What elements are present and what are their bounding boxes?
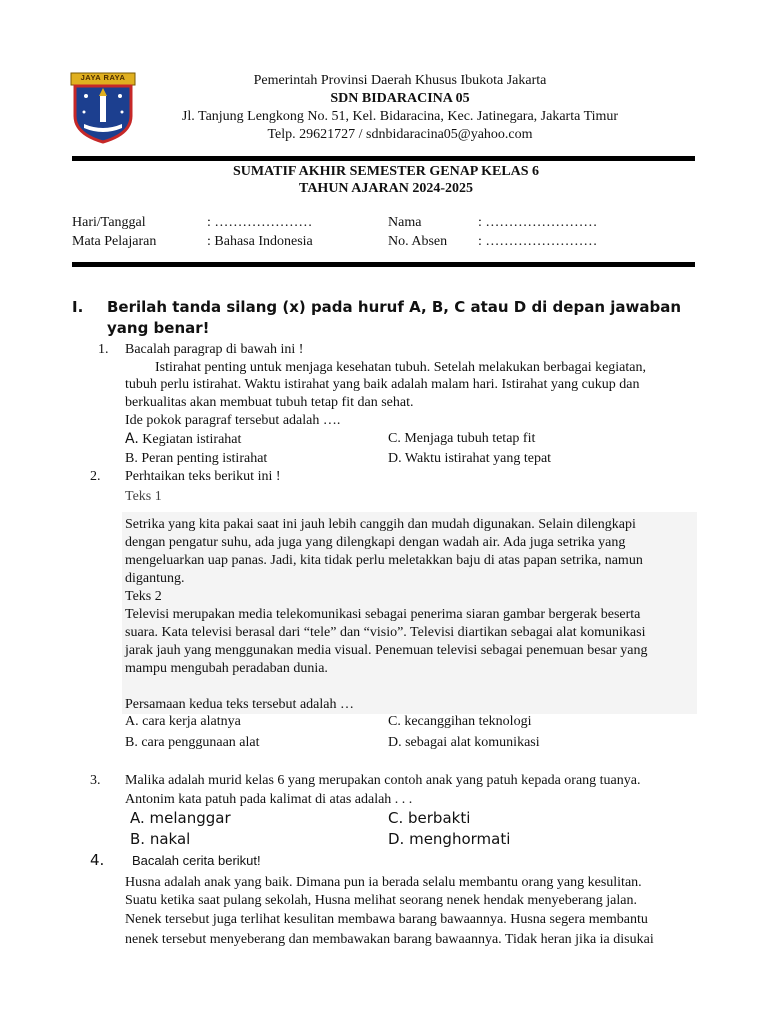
q2-teks2-line3: jarak jauh yang menggunakan media visual. Penemuan televisi sebagai penemuan besar yang	[125, 643, 648, 658]
q1-paragraph-line3: berkualitas akan membuat tubuh tetap fit dan sehat.	[125, 395, 414, 410]
q1-paragraph-line2: tubuh perlu istirahat. Waktu istirahat yang baik adalah malam hari. Istirahat yang cukup dan	[125, 377, 640, 392]
section-number: I.	[72, 298, 84, 316]
school-logo	[70, 72, 136, 144]
q1-question: Ide pokok paragraf tersebut adalah ….	[125, 413, 341, 428]
logo-text: JAYA RAYA	[80, 73, 126, 82]
q2-option-b: B. cara penggunaan alat	[125, 735, 260, 750]
q2-teks2-line1: Televisi merupakan media telekomunikasi sebagai penerima siaran gambar bergerak beserta	[125, 607, 641, 622]
section-instruction-line2: yang benar!	[107, 319, 210, 337]
q1-option-a-letter: A.	[125, 431, 139, 447]
identity-divider	[72, 262, 695, 267]
q1-number: 1.	[98, 342, 109, 357]
q3-option-c: C. berbakti	[388, 809, 471, 827]
q1-option-a	[125, 431, 241, 448]
q2-question: Persamaan kedua teks tersebut adalah …	[125, 697, 354, 712]
absen-value: : ……………………	[478, 234, 598, 249]
q2-teks2-line2: suara. Kata televisi berasal dari “tele” dan “visio”. Televisi diartikan sebagai alat komunikasi	[125, 625, 646, 640]
q1-paragraph-line1: Istirahat penting untuk menjaga kesehatan tubuh. Setelah melakukan berbagai kegiatan,	[155, 360, 646, 375]
q2-teks1-label: Teks 1	[125, 489, 162, 504]
q3-number: 3.	[90, 773, 101, 788]
header-school-name: SDN BIDARACINA 05	[330, 91, 470, 106]
exam-title-line2: TAHUN AJARAN 2024-2025	[299, 181, 473, 196]
q4-lead: Bacalah cerita berikut!	[132, 853, 261, 868]
q2-option-a: A. cara kerja alatnya	[125, 714, 241, 729]
header-government: Pemerintah Provinsi Daerah Khusus Ibukota Jakarta	[253, 73, 547, 88]
q2-teks1-line3: mengeluarkan uap panas. Jadi, kita tidak perlu meletakkan baju di atas papan setrika, namun	[125, 553, 643, 568]
header-contact: Telp. 29621727 / sdnbidaracina05@yahoo.com	[267, 127, 533, 142]
q4-line4: nenek tersebut menyeberang dan membawakan barang bawaannya. Tidak heran jika ia disukai	[125, 932, 654, 947]
q4-number: 4.	[90, 851, 105, 869]
q2-teks2-label: Teks 2	[125, 589, 162, 604]
q3-option-a: A. melanggar	[130, 809, 231, 827]
q4-line2: Suatu ketika saat pulang sekolah, Husna melihat seorang nenek hendak menyeberang jalan.	[125, 893, 637, 908]
q4-line3: Nenek tersebut juga terlihat kesulitan membawa barang bawaannya. Husna segera membantu	[125, 912, 648, 927]
q2-option-c: C. kecanggihan teknologi	[388, 714, 532, 729]
hari-value: : …………………	[207, 215, 313, 230]
header-divider	[72, 156, 695, 161]
q1-option-a-text: Kegiatan istirahat	[142, 432, 242, 447]
q2-teks1-line1: Setrika yang kita pakai saat ini jauh lebih canggih dan mudah digunakan. Selain dilengkapi	[125, 517, 636, 532]
mapel-value: : Bahasa Indonesia	[207, 234, 313, 249]
section-instruction-line1: Berilah tanda silang (x) pada huruf A, B, C atau D di depan jawaban	[107, 298, 681, 316]
mapel-label: Mata Pelajaran	[72, 234, 157, 249]
header-address: Jl. Tanjung Lengkong No. 51, Kel. Bidaracina, Kec. Jatinegara, Jakarta Timur	[181, 109, 619, 124]
q1-lead: Bacalah paragrap di bawah ini !	[125, 342, 304, 357]
q3-line2: Antonim kata patuh pada kalimat di atas adalah . . .	[125, 792, 413, 807]
q2-lead: Perhtaikan teks berikut ini !	[125, 469, 281, 484]
q4-line1: Husna adalah anak yang baik. Dimana pun ia berada selalu membantu orang yang kesulitan.	[125, 875, 642, 890]
q3-option-d: D. menghormati	[388, 830, 511, 848]
nama-value: : ……………………	[478, 215, 598, 230]
q2-option-d: D. sebagai alat komunikasi	[388, 735, 540, 750]
nama-label: Nama	[388, 215, 422, 230]
q3-option-b: B. nakal	[130, 830, 191, 848]
letterhead	[140, 72, 660, 144]
q1-option-b: B. Peran penting istirahat	[125, 451, 268, 466]
q2-number: 2.	[90, 469, 101, 484]
q2-teks2-line4: mampu mengubah peradaban dunia.	[125, 661, 328, 676]
q2-teks1-line2: dengan pengatur suhu, ada juga yang dilengkapi dengan wadah air. Ada juga setrika yang	[125, 535, 626, 550]
q3-line1: Malika adalah murid kelas 6 yang merupakan contoh anak yang patuh kepada orang tuanya.	[125, 773, 641, 788]
q1-option-c: C. Menjaga tubuh tetap fit	[388, 431, 536, 446]
exam-title-line1: SUMATIF AKHIR SEMESTER GENAP KELAS 6	[232, 164, 540, 179]
exam-title	[72, 163, 700, 197]
q1-option-d: D. Waktu istirahat yang tepat	[388, 451, 552, 466]
hari-label: Hari/Tanggal	[72, 215, 146, 230]
absen-label: No. Absen	[388, 234, 448, 249]
q2-teks1-line4: digantung.	[125, 571, 185, 586]
